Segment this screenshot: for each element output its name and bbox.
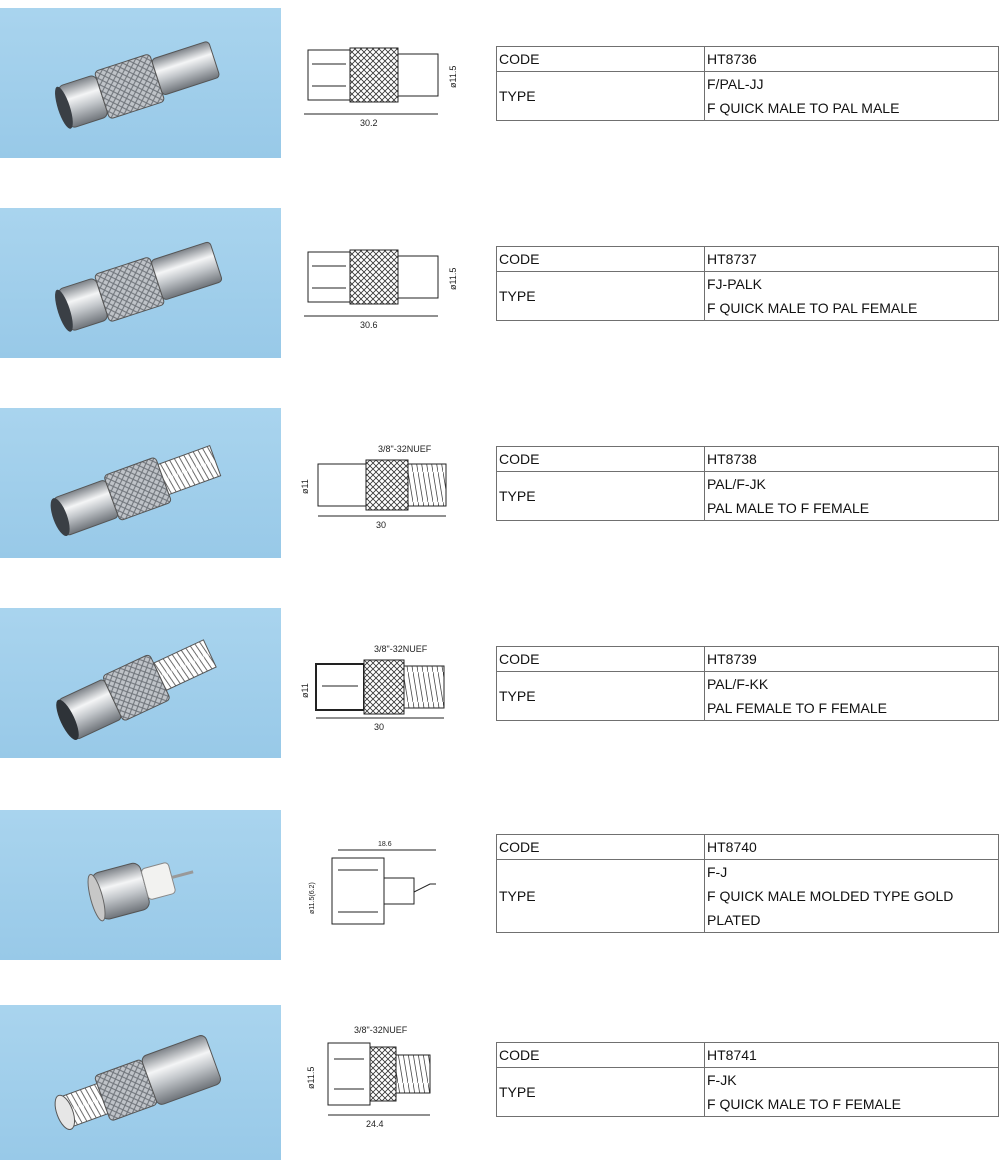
technical-drawing bbox=[298, 1023, 468, 1133]
type-value: FJ-PALK F QUICK MALE TO PAL FEMALE bbox=[705, 272, 999, 321]
product-photo bbox=[0, 1005, 281, 1160]
type-label: TYPE bbox=[497, 72, 705, 121]
code-value: HT8741 bbox=[705, 1043, 999, 1068]
spec-table bbox=[496, 446, 999, 521]
code-label: CODE bbox=[497, 247, 705, 272]
type-label: TYPE bbox=[497, 860, 705, 933]
thread-dimension: 3/8"-32NUEF bbox=[354, 1025, 408, 1035]
type-label: TYPE bbox=[497, 472, 705, 521]
length-dimension: 30.6 bbox=[360, 320, 378, 330]
product-row bbox=[0, 810, 1000, 970]
code-value: HT8740 bbox=[705, 835, 999, 860]
product-photo bbox=[0, 608, 281, 758]
diameter-dimension: ø11.5 bbox=[448, 267, 458, 290]
product-photo bbox=[0, 208, 281, 358]
type-label: TYPE bbox=[497, 272, 705, 321]
product-row bbox=[0, 608, 1000, 768]
code-label: CODE bbox=[497, 647, 705, 672]
code-label: CODE bbox=[497, 47, 705, 72]
type-label: TYPE bbox=[497, 672, 705, 721]
length-dimension: 24.4 bbox=[366, 1119, 384, 1129]
code-value: HT8737 bbox=[705, 247, 999, 272]
length-dimension: 18.6 bbox=[378, 841, 392, 848]
code-value: HT8738 bbox=[705, 447, 999, 472]
spec-table bbox=[496, 646, 999, 721]
technical-drawing bbox=[298, 642, 468, 752]
f-quick-male-to-pal-male-connector-icon bbox=[0, 8, 281, 158]
code-label: CODE bbox=[497, 447, 705, 472]
product-row bbox=[0, 1005, 1000, 1165]
spec-table bbox=[496, 246, 999, 321]
length-dimension: 30.2 bbox=[360, 118, 378, 128]
diameter-dimension: ø11 bbox=[300, 683, 310, 698]
type-value: F/PAL-JJ F QUICK MALE TO PAL MALE bbox=[705, 72, 999, 121]
f-quick-male-to-f-female-connector-icon bbox=[0, 1005, 281, 1160]
pal-female-to-f-female-connector-icon bbox=[0, 608, 281, 758]
product-photo bbox=[0, 408, 281, 558]
product-row bbox=[0, 208, 1000, 368]
length-dimension: 30 bbox=[376, 520, 387, 530]
code-value: HT8736 bbox=[705, 47, 999, 72]
spec-table bbox=[496, 46, 999, 121]
type-value: PAL/F-KK PAL FEMALE TO F FEMALE bbox=[705, 672, 999, 721]
pal-male-to-f-female-connector-icon bbox=[0, 408, 281, 558]
type-value: PAL/F-JK PAL MALE TO F FEMALE bbox=[705, 472, 999, 521]
code-value: HT8739 bbox=[705, 647, 999, 672]
spec-table bbox=[496, 834, 999, 933]
product-row bbox=[0, 408, 1000, 568]
technical-drawing bbox=[298, 442, 468, 552]
technical-drawing bbox=[298, 40, 468, 150]
type-label: TYPE bbox=[497, 1068, 705, 1117]
product-photo bbox=[0, 810, 281, 960]
thread-dimension: 3/8"-32NUEF bbox=[378, 444, 432, 454]
length-dimension: 30 bbox=[374, 722, 385, 732]
diameter-dimension: ø11.5 bbox=[448, 65, 458, 88]
code-label: CODE bbox=[497, 835, 705, 860]
diameter-dimension: ø11 bbox=[300, 479, 310, 494]
type-value: F-JK F QUICK MALE TO F FEMALE bbox=[705, 1068, 999, 1117]
diameter-dimension: ø11.5 bbox=[306, 1066, 316, 1089]
thread-dimension: 3/8"-32NUEF bbox=[374, 644, 428, 654]
spec-table bbox=[496, 1042, 999, 1117]
technical-drawing bbox=[298, 834, 468, 944]
code-label: CODE bbox=[497, 1043, 705, 1068]
diameter-dimension: ø11.5(6.2) bbox=[309, 882, 316, 914]
product-photo bbox=[0, 8, 281, 158]
product-row bbox=[0, 8, 1000, 168]
type-value: F-J F QUICK MALE MOLDED TYPE GOLD PLATED bbox=[705, 860, 999, 933]
f-quick-male-molded-gold-connector-icon bbox=[0, 810, 281, 960]
technical-drawing bbox=[298, 242, 468, 352]
f-quick-male-to-pal-female-connector-icon bbox=[0, 208, 281, 358]
